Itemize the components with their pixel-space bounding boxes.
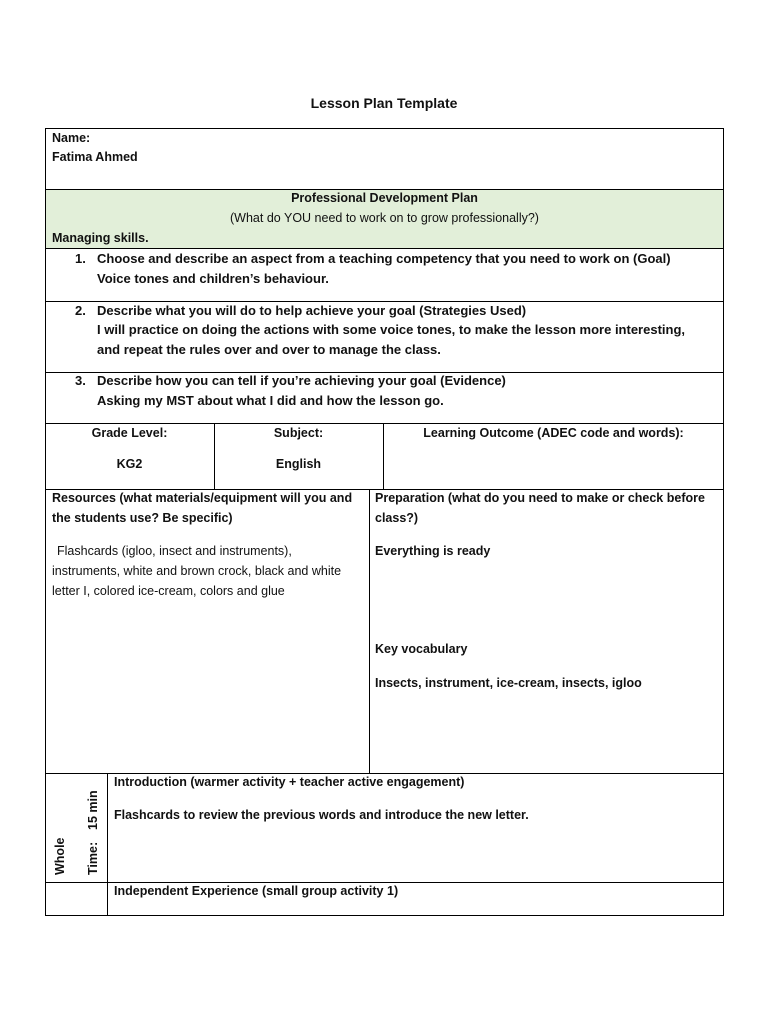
grade-level-value: KG2 [116, 457, 143, 471]
whole-label: Whole [53, 837, 67, 875]
independent-label: Independent Experience (small group activity 1) [114, 884, 399, 898]
goal-2-answer-line-2: and repeat the rules over and over to manage the class. [97, 342, 441, 357]
preparation-label-line-2: class?) [375, 511, 419, 525]
name-section [45, 128, 724, 190]
goal-3-prompt: Describe how you can tell if you’re achieving your goal (Evidence) [97, 373, 506, 388]
key-vocabulary-text: Insects, instrument, ice-cream, insects, igloo [375, 676, 642, 690]
introduction-text: Flashcards to review the previous words and introduce the new letter. [114, 808, 529, 822]
learning-outcome-label: Learning Outcome (ADEC code and words): [423, 426, 684, 440]
preparation-label-line-1: Preparation (what do you need to make or check before [375, 491, 705, 505]
resources-label-line-1: Resources (what materials/equipment will you and [52, 491, 353, 505]
name-value: Fatima Ahmed [52, 150, 138, 164]
subject-value: English [275, 457, 322, 471]
goal-2-answer-line-1: I will practice on doing the actions with some voice tones, to make the lesson more interesting, [97, 322, 686, 337]
goal-2-prompt: Describe what you will do to help achieve your goal (Strategies Used) [97, 303, 527, 318]
resources-prep-row [45, 489, 724, 774]
pd-heading: Professional Development Plan [291, 191, 478, 205]
key-vocabulary-label: Key vocabulary [375, 642, 468, 656]
resources-text-line-1: Flashcards (igloo, insect and instruments), [57, 544, 292, 558]
resources-divider [369, 489, 370, 774]
resources-text-line-3: letter I, colored ice-cream, colors and glue [52, 584, 285, 598]
time-minutes: 15 min [86, 790, 100, 830]
goal-1-number: 1. [75, 251, 86, 266]
goal-1-answer: Voice tones and children’s behaviour. [97, 271, 329, 286]
side-divider-1 [107, 773, 108, 883]
pd-focus: Managing skills. [52, 231, 149, 245]
resources-text-line-2: instruments, white and brown crock, black and white [52, 564, 342, 578]
grade-level-label: Grade Level: [91, 426, 168, 440]
time-label: Time: [86, 841, 100, 875]
goal-2-number: 2. [75, 303, 86, 318]
goal-3-answer: Asking my MST about what I did and how the lesson go. [97, 393, 444, 408]
name-label: Name: [52, 131, 91, 145]
pd-subheading: (What do YOU need to work on to grow professionally?) [230, 211, 539, 225]
resources-label-line-2: the students use? Be specific) [52, 511, 233, 525]
goal-3-number: 3. [75, 373, 86, 388]
subject-label: Subject: [273, 426, 324, 440]
goal-1-prompt: Choose and describe an aspect from a teaching competency that you need to work on (Goal) [97, 251, 671, 266]
side-divider-2 [107, 882, 108, 916]
page-title: Lesson Plan Template [310, 95, 458, 111]
preparation-text: Everything is ready [375, 544, 491, 558]
introduction-label: Introduction (warmer activity + teacher active engagement) [114, 775, 465, 789]
